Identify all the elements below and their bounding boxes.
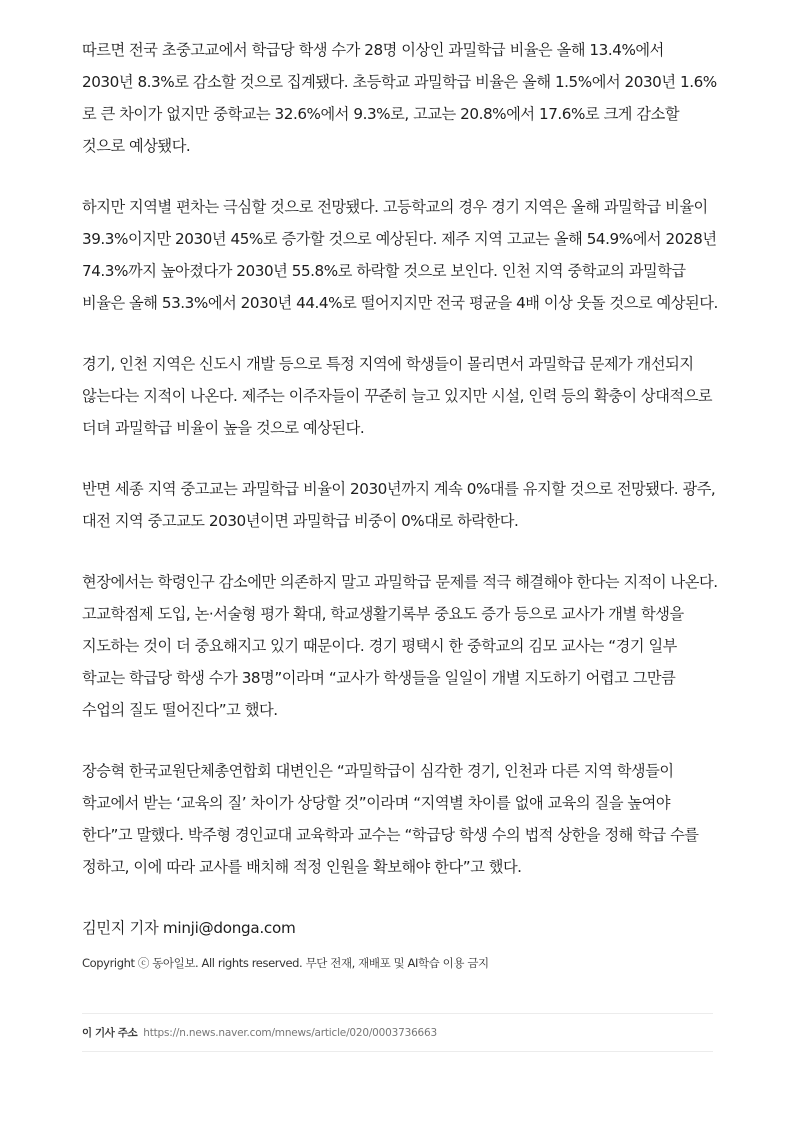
- article-paragraph-5: 현장에서는 학령인구 감소에만 의존하지 말고 과밀학급 문제를 적극 해결해야 한다는 지적이 나온다. 고교학점제 도입, 논·서술형 평가 확대, 학교생활기록부 중요도 증가 등으로 교사가 개별 학생을 지도하는 것이 더 중요해지고 있기 때문이다. 경기 평택시 한 중학교의 김모 교사는 “경기 일부 학교는 학급당 학생 수가 38명”이라며 “교사가 학생들을 일일이 개별 지도하기 어렵고 그만큼 수업의 질도 떨어진다”고 했다.: [82, 573, 718, 719]
- article-paragraph-6: 장승혁 한국교원단체총연합회 대변인은 “과밀학급이 심각한 경기, 인천과 다른 지역 학생들이 학교에서 받는 ‘교육의 질’ 차이가 상당할 것”이라며 “지역별 차이를 없애 교육의 질을 높여야 한다”고 말했다. 박주형 경인교대 교육학과 교수는 “학급당 학생 수의 법적 상한을 정해 학급 수를 정하고, 이에 따라 교사를 배치해 적정 인원을 확보해야 한다”고 했다.: [82, 762, 699, 876]
- article-url-link[interactable]: https://n.news.naver.com/mnews/article/020/0003736663: [143, 1026, 437, 1039]
- article-paragraph-1: 따르면 전국 초중고교에서 학급당 학생 수가 28명 이상인 과밀학급 비율은 올해 13.4%에서 2030년 8.3%로 감소할 것으로 집계됐다. 초등학교 과밀학급 비율은 올해 1.5%에서 2030년 1.6%로 큰 차이가 없지만 중학교는 32.6%에서 9.3%로, 고교는 20.8%에서 17.6%로 크게 감소할 것으로 예상됐다.: [82, 41, 717, 155]
- article-body: [82, 34, 718, 972]
- article-paragraph-4: 반면 세종 지역 중고교는 과밀학급 비율이 2030년까지 계속 0%대를 유지할 것으로 전망됐다. 광주, 대전 지역 중고교도 2030년이면 과밀학급 비중이 0%대로 하락한다.: [82, 480, 716, 530]
- article-paragraph-3: 경기, 인천 지역은 신도시 개발 등으로 특정 지역에 학생들이 몰리면서 과밀학급 문제가 개선되지 않는다는 지적이 나온다. 제주는 이주자들이 꾸준히 늘고 있지만 시설, 인력 등의 확충이 상대적으로 더뎌 과밀학급 비율이 높을 것으로 예상된다.: [82, 355, 713, 437]
- reporter-byline: 김민지 기자 minji@donga.com: [82, 919, 296, 937]
- article-url-label: 이 기사 주소: [82, 1027, 138, 1039]
- copyright-notice: Copyright ⓒ 동아일보. All rights reserved. 무단 전재, 재배포 및 AI학습 이용 금지: [82, 956, 489, 970]
- article-paragraph-2: 하지만 지역별 편차는 극심할 것으로 전망됐다. 고등학교의 경우 경기 지역은 올해 과밀학급 비율이 39.3%이지만 2030년 45%로 증가할 것으로 예상된다. 제주 지역 고교는 올해 54.9%에서 2028년 74.3%까지 높아졌다가 2030년 55.8%로 하락할 것으로 보인다. 인천 지역 중학교의 과밀학급 비율은 올해 53.3%에서 2030년 44.4%로 떨어지지만 전국 평균을 4배 이상 웃돌 것으로 예상된다.: [82, 198, 718, 312]
- article-url-bar: [82, 1013, 713, 1052]
